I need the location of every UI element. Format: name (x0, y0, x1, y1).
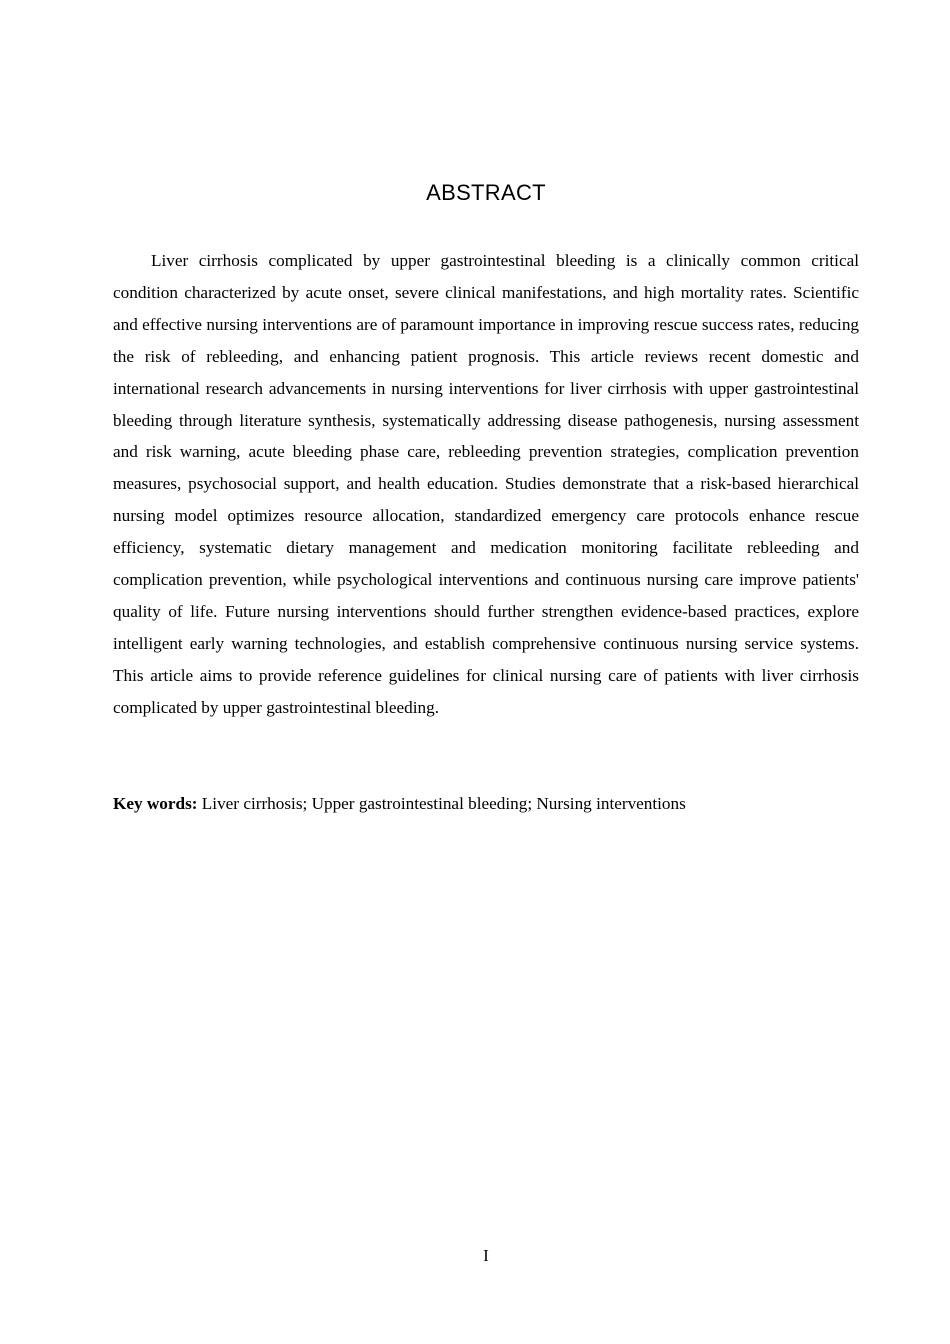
abstract-heading: ABSTRACT (426, 180, 546, 205)
keywords-label: Key words: (113, 794, 198, 813)
keywords-list: Liver cirrhosis; Upper gastrointestinal bleeding; Nursing interventions (197, 794, 686, 813)
abstract-paragraph: Liver cirrhosis complicated by upper gastrointestinal bleeding is a clinically common critical condition characterized by acute onset, severe clinical manifestations, and high mortality rates. Scientific and effective nursing interventions are of paramount importance in improving rescue success rates, reducing the risk of rebleeding, and enhancing patient prognosis. This article reviews recent domestic and international research advancements in nursing interventions for liver cirrhosis with upper gastrointestinal bleeding through literature synthesis, systematically addressing disease pathogenesis, nursing assessment and risk warning, acute bleeding phase care, rebleeding prevention strategies, complication prevention measures, psychosocial support, and health education. Studies demonstrate that a risk-based hierarchical nursing model optimizes resource allocation, standardized emergency care protocols enhance rescue efficiency, systematic dietary management and medication monitoring facilitate rebleeding and complication prevention, while psychological interventions and continuous nursing care improve patients' quality of life. Future nursing interventions should further strengthen evidence-based practices, explore intelligent early warning technologies, and establish comprehensive continuous nursing service systems. This article aims to provide reference guidelines for clinical nursing care of patients with liver cirrhosis complicated by upper gastrointestinal bleeding. (113, 251, 859, 717)
page-number: I (483, 1246, 489, 1265)
keywords-line (113, 788, 859, 820)
